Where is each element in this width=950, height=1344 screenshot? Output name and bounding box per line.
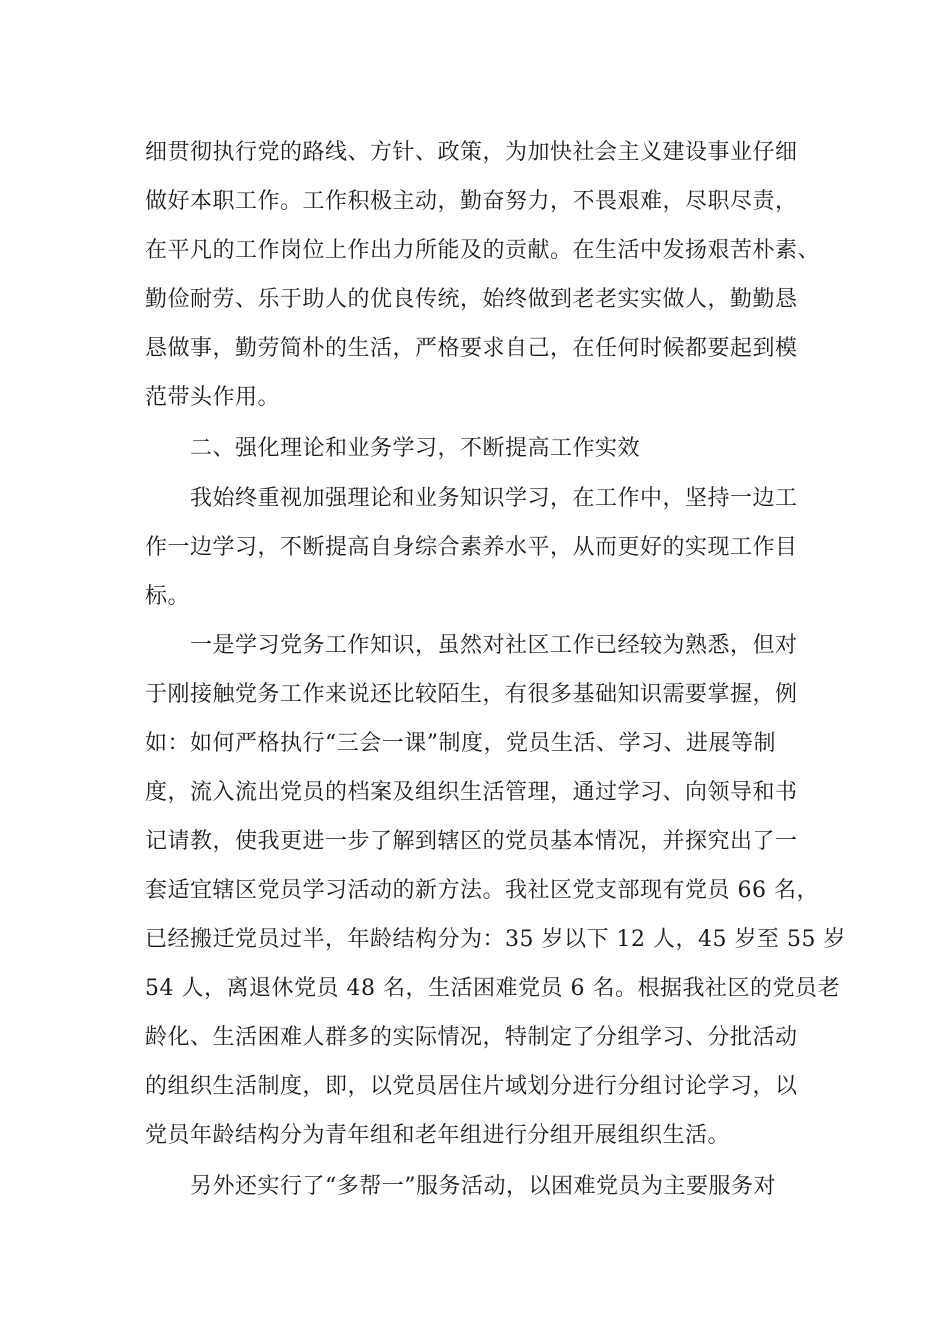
text-line: 龄化、生活困难人群多的实际情况，特制定了分组学习、分批活动: [145, 1025, 798, 1050]
text-line: 套适宜辖区党员学习活动的新方法。我社区党支部现有党员 66 名，: [145, 878, 819, 903]
text-line: 党员年龄结构分为青年组和老年组进行分组开展组织生活。: [145, 1123, 731, 1148]
text-line: 在平凡的工作岗位上作出力所能及的贡献。在生活中发扬艰苦朴素、: [145, 238, 821, 263]
text-line: 另外还实行了“多帮一”服务活动，以困难党员为主要服务对: [190, 1174, 776, 1199]
text-line: 度，流入流出党员的档案及组织生活管理，通过学习、向领导和书: [145, 780, 798, 805]
text-line: 做好本职工作。工作积极主动，勤奋努力，不畏艰难，尽职尽责，: [145, 189, 798, 214]
text-line: 勤俭耐劳、乐于助人的优良传统，始终做到老老实实做人，勤勤恳: [145, 287, 798, 312]
text-line: 细贯彻执行党的路线、方针、政策，为加快社会主义建设事业仔细: [145, 140, 798, 165]
text-line: 的组织生活制度，即，以党员居住片域划分进行分组讨论学习，以: [145, 1074, 798, 1099]
text-line: 我始终重视加强理论和业务知识学习，在工作中，坚持一边工: [190, 486, 798, 511]
text-line: 如：如何严格执行“三会一课”制度，党员生活、学习、进展等制: [145, 731, 776, 756]
text-line: 恳做事，勤劳简朴的生活，严格要求自己，在任何时候都要起到模: [145, 336, 798, 361]
text-line: 一是学习党务工作知识，虽然对社区工作已经较为熟悉，但对: [190, 633, 798, 658]
text-line: 标。: [145, 584, 191, 609]
text-line: 记请教，使我更进一步了解到辖区的党员基本情况，并探究出了一: [145, 829, 798, 854]
text-line: 于刚接触党务工作来说还比较陌生，有很多基础知识需要掌握，例: [145, 682, 798, 707]
text-line: 作一边学习，不断提高自身综合素养水平，从而更好的实现工作目: [145, 535, 798, 560]
text-line: 已经搬迁党员过半，年龄结构分为：35 岁以下 12 人，45 岁至 55 岁: [145, 927, 846, 952]
text-line: 54 人，离退休党员 48 名，生活困难党员 6 名。根据我社区的党员老: [145, 976, 840, 1001]
text-line: 范带头作用。: [145, 385, 281, 410]
section-heading: 二、强化理论和业务学习，不断提高工作实效: [190, 436, 641, 461]
